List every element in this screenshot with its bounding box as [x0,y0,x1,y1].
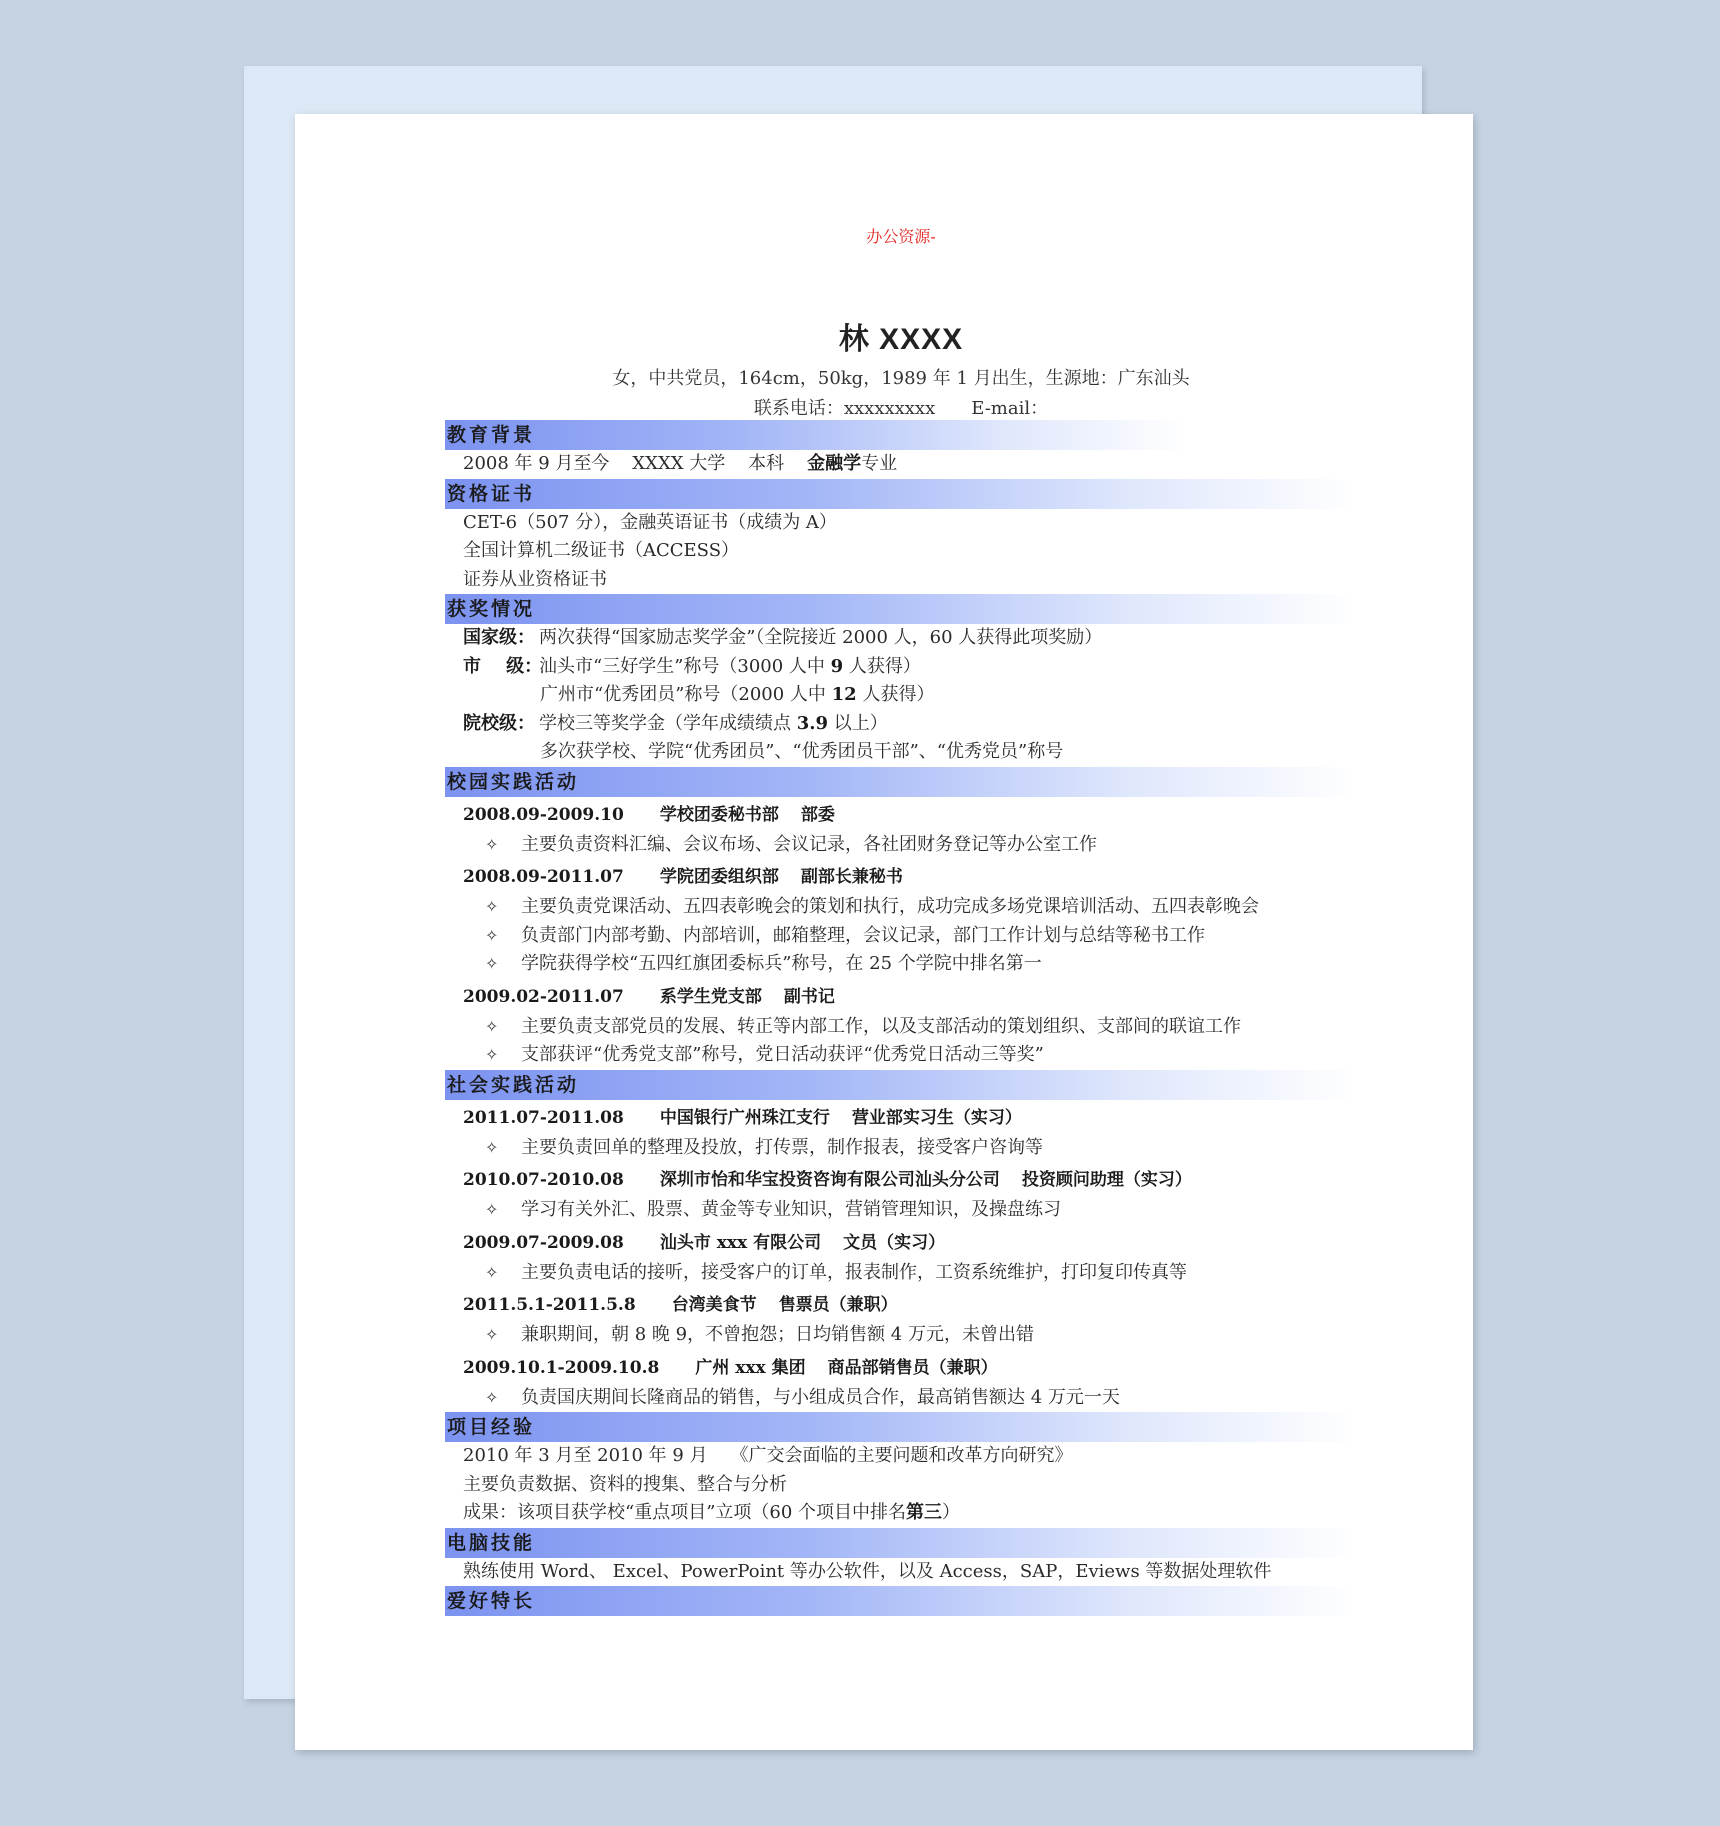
entry-date: 2008.09-2011.07 [463,867,624,887]
entry-bullet [445,1321,1357,1350]
entry-bullet [445,831,1357,860]
award-text: 两次获得“国家励志奖学金”（全院接近 2000 人，60 人获得此项奖励） [539,627,1103,648]
entry-org: 学院团委组织部 [659,867,779,887]
entry-role: 商品部销售员（兼职） [827,1357,998,1378]
diamond-bullet-icon: ✧ [485,1325,499,1344]
diamond-bullet-icon: ✧ [485,1016,499,1036]
award-label: 国家级： [463,627,535,648]
section-header-hobby: 爱好特长 [445,1586,1357,1616]
personal-info: 女，中共党员，164cm，50kg，1989 年 1 月出生，生源地：广东汕头 [612,368,1190,389]
entry-bullet [445,893,1357,922]
entry-bullet [445,1196,1357,1225]
bullet-text: 支部获评“优秀党支部”称号，党日活动获评“优秀党日活动三等奖” [521,1044,1044,1065]
entry-bullet [445,1041,1357,1070]
project-rank: 第三 [906,1502,943,1523]
email-text: E-mail： [971,398,1049,419]
award-number: 3.9 [796,712,829,734]
award-number: 9 [830,655,844,677]
entry-role: 部委 [800,804,835,825]
entry-date: 2011.07-2011.08 [463,1107,624,1128]
award-text: 广州市“优秀团员”称号（2000 人中 [540,684,832,705]
bullet-text: 主要负责电话的接听，接受客户的订单，报表制作，工资系统维护，打印复印传真等 [521,1261,1187,1283]
award-label: 院校级： [463,712,535,734]
entry-header [445,797,1357,831]
bullet-text: 主要负责党课活动、五四表彰晚会的策划和执行，成功完成多场党课培训活动、五四表彰晚会 [521,896,1259,917]
computer-line: 熟练使用 Word、 Excel、PowerPoint 等办公软件，以及 Access，SAP，Eviews 等数据处理软件 [463,1560,1272,1582]
entry-header [445,1287,1357,1321]
section-header-education: 教育背景 [445,420,1187,450]
section-header-awards: 获奖情况 [445,594,1357,624]
entry-org: 汕头市 xxx 有限公司 [659,1232,822,1253]
entry-org: 台湾美食节 [671,1295,757,1315]
entry-bullet [445,1259,1357,1288]
social-entries [445,1100,1357,1413]
education-line [445,450,1357,479]
entry-header [445,1225,1357,1259]
entry-header [445,859,1357,893]
education-suffix: 专业 [861,453,898,474]
award-school [445,710,1357,739]
project-text: 成果：该项目获学校“重点项目”立项（60 个项目中排名 [463,1502,907,1523]
diamond-bullet-icon: ✧ [485,834,499,854]
phone-text: 联系电话：xxxxxxxxx [753,398,936,419]
section-header-campus: 校园实践活动 [445,767,1357,797]
diamond-bullet-icon: ✧ [485,1200,499,1219]
entry-date: 2009.02-2011.07 [463,986,624,1007]
entry-date: 2009.10.1-2009.10.8 [463,1357,660,1378]
entry-date: 2008.09-2009.10 [463,804,624,825]
entry-org: 系学生党支部 [659,986,762,1007]
entry-org: 学校团委秘书部 [659,804,779,825]
entry-bullet [445,950,1357,979]
award-text: 以上） [828,712,888,734]
entry-bullet [445,922,1357,951]
entry-org: 深圳市怡和华宝投资咨询有限公司汕头分公司 [659,1170,1000,1190]
education-major: 金融学 [807,453,862,474]
award-text: 人获得） [856,684,935,705]
education-text: 2008 年 9 月至今 XXXX 大学 本科 [463,453,808,474]
entry-org: 中国银行广州珠江支行 [659,1107,830,1128]
section-header-social: 社会实践活动 [445,1070,1357,1100]
bullet-text: 主要负责支部党员的发展、转正等内部工作，以及支部活动的策划组织、支部间的联谊工作 [521,1015,1241,1037]
section-header-project: 项目经验 [445,1412,1357,1442]
diamond-bullet-icon: ✧ [485,1045,499,1064]
project-line: 主要负责数据、资料的搜集、整合与分析 [463,1473,787,1495]
entry-date: 2011.5.1-2011.5.8 [463,1295,636,1315]
award-city-2 [445,681,1357,710]
entry-bullet [445,1013,1357,1042]
bullet-text: 学习有关外汇、股票、黄金等专业知识，营销管理知识，及操盘练习 [521,1199,1061,1220]
section-header-certificates: 资格证书 [445,479,1357,509]
bullet-text: 负责部门内部考勤、内部培训，邮箱整理，会议记录，部门工作计划与总结等秘书工作 [521,924,1205,946]
entry-date: 2010.07-2010.08 [463,1170,624,1190]
project-line: 2010 年 3 月至 2010 年 9 月 《广交会面临的主要问题和改革方向研究》 [463,1445,1073,1466]
cert-item: 证券从业资格证书 [463,568,607,590]
resume-page [295,114,1473,1750]
entry-role: 文员（实习） [843,1232,946,1253]
diamond-bullet-icon: ✧ [485,897,499,916]
diamond-bullet-icon: ✧ [485,1262,499,1282]
diamond-bullet-icon: ✧ [485,954,499,973]
section-header-computer: 电脑技能 [445,1528,1357,1558]
award-school-2: 多次获学校、学院“优秀团员”、“优秀团员干部”、“优秀党员”称号 [540,741,1064,762]
award-text: 学校三等奖学金（学年成绩绩点 [539,712,797,734]
award-city [445,653,1357,682]
award-label: 市 级： [463,655,543,677]
candidate-name: 林 XXXX [838,323,964,356]
watermark-text: 办公资源- [866,229,936,246]
contact-info [445,394,1357,420]
diamond-bullet-icon: ✧ [485,1137,499,1157]
entry-bullet [445,1384,1357,1413]
diamond-bullet-icon: ✧ [485,925,499,945]
campus-entries [445,797,1357,1070]
bullet-text: 主要负责资料汇编、会议布场、会议记录，各社团财务登记等办公室工作 [521,833,1097,855]
bullet-text: 兼职期间，朝 8 晚 9，不曾抱怨；日均销售额 4 万元，未曾出错 [521,1324,1034,1345]
award-text: 人获得） [843,655,921,677]
diamond-bullet-icon: ✧ [485,1387,499,1407]
bullet-text: 主要负责回单的整理及投放，打传票，制作报表，接受客户咨询等 [521,1136,1043,1158]
cert-item: CET-6（507 分），金融英语证书（成绩为 A） [463,511,837,533]
entry-header [445,979,1357,1013]
entry-header [445,1100,1357,1134]
entry-header [445,1350,1357,1384]
award-text: 汕头市“三好学生”称号（3000 人中 [539,655,831,677]
project-result [445,1499,1357,1528]
entry-role: 投资顾问助理（实习） [1021,1170,1192,1190]
award-number: 12 [831,684,857,705]
project-text: ） [942,1502,961,1523]
entry-org: 广州 xxx 集团 [695,1357,806,1378]
bullet-text: 学院获得学校“五四红旗团委标兵”称号，在 25 个学院中排名第一 [521,953,1042,974]
entry-bullet [445,1134,1357,1163]
entry-role: 售票员（兼职） [778,1295,898,1315]
entry-header [445,1162,1357,1196]
resume-sections [445,420,1357,1616]
entry-date: 2009.07-2009.08 [463,1232,624,1253]
cert-item: 全国计算机二级证书（ACCESS） [463,540,740,561]
entry-role: 副书记 [783,986,835,1007]
entry-role: 副部长兼秘书 [800,867,903,887]
entry-role: 营业部实习生（实习） [851,1107,1022,1128]
bullet-text: 负责国庆期间长隆商品的销售，与小组成员合作，最高销售额达 4 万元一天 [521,1386,1120,1408]
award-national [445,624,1357,653]
